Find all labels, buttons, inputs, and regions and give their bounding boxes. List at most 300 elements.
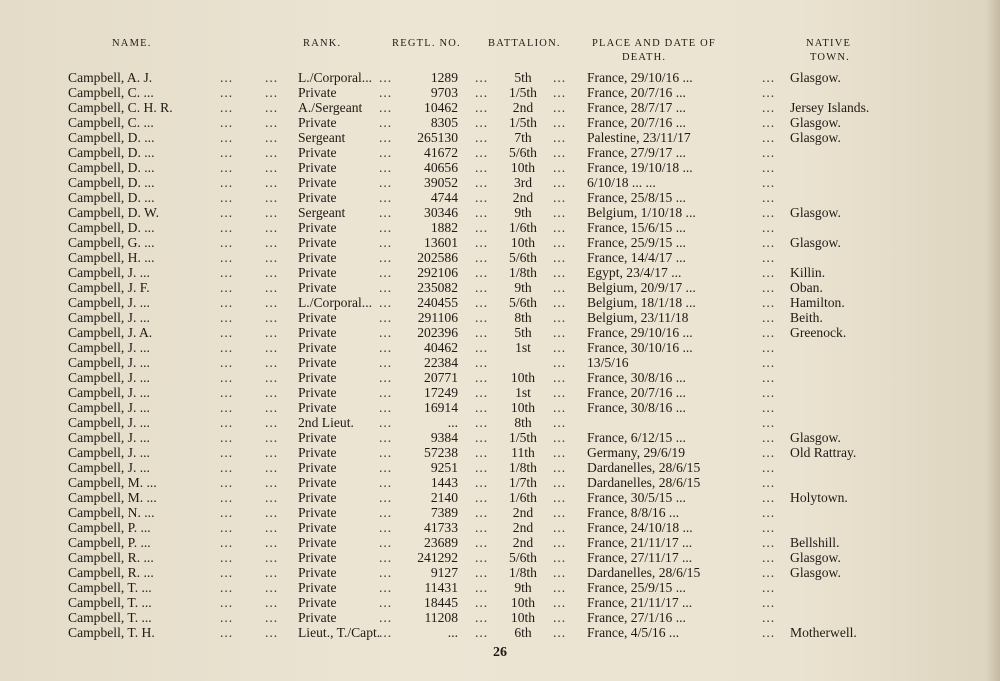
leader-dots: ... <box>265 130 279 145</box>
leader-dots: ... <box>379 355 393 370</box>
entry-battalion: 6th <box>514 625 532 640</box>
leader-dots: ... <box>553 115 567 130</box>
entry-place-date: France, 25/9/15 ... <box>587 235 686 250</box>
entry-battalion: 1/8th <box>509 565 537 580</box>
entry-regtl-no: 292106 <box>417 265 458 280</box>
entry-name: Campbell, T. ... <box>68 610 152 625</box>
entry-place-date: Palestine, 23/11/17 <box>587 130 691 145</box>
leader-dots: ... <box>762 550 776 565</box>
entry-rank: Private <box>298 265 337 280</box>
leader-dots: ... <box>475 580 489 595</box>
leader-dots: ... <box>762 355 776 370</box>
leader-dots: ... <box>475 190 489 205</box>
entry-native-town: Glasgow. <box>790 430 841 445</box>
leader-dots: ... <box>475 370 489 385</box>
entry-rank: Private <box>298 355 337 370</box>
leader-dots: ... <box>265 235 279 250</box>
entry-place-date: France, 30/5/15 ... <box>587 490 686 505</box>
leader-dots: ... <box>220 430 234 445</box>
entry-battalion: 1/8th <box>509 460 537 475</box>
leader-dots: ... <box>553 415 567 430</box>
leader-dots: ... <box>220 535 234 550</box>
entry-name: Campbell, J. ... <box>68 385 150 400</box>
leader-dots: ... <box>379 505 393 520</box>
leader-dots: ... <box>762 415 776 430</box>
leader-dots: ... <box>762 130 776 145</box>
list-item <box>0 145 1000 160</box>
entry-regtl-no: 57238 <box>424 445 458 460</box>
leader-dots: ... <box>553 505 567 520</box>
entry-place-date: France, 30/8/16 ... <box>587 400 686 415</box>
list-item <box>0 430 1000 445</box>
leader-dots: ... <box>220 325 234 340</box>
entry-name: Campbell, D. ... <box>68 220 155 235</box>
entry-native-town: Killin. <box>790 265 826 280</box>
list-item <box>0 160 1000 175</box>
leader-dots: ... <box>475 490 489 505</box>
entry-regtl-no: 7389 <box>430 505 458 520</box>
leader-dots: ... <box>553 460 567 475</box>
leader-dots: ... <box>220 475 234 490</box>
leader-dots: ... <box>220 100 234 115</box>
entry-name: Campbell, J. F. <box>68 280 150 295</box>
leader-dots: ... <box>265 175 279 190</box>
leader-dots: ... <box>762 220 776 235</box>
entry-name: Campbell, J. ... <box>68 355 150 370</box>
leader-dots: ... <box>762 265 776 280</box>
leader-dots: ... <box>265 85 279 100</box>
entry-place-date: France, 21/11/17 ... <box>587 535 693 550</box>
leader-dots: ... <box>762 295 776 310</box>
entry-battalion: 1st <box>515 340 531 355</box>
leader-dots: ... <box>220 505 234 520</box>
entry-place-date: 6/10/18 ... ... <box>587 175 656 190</box>
list-item <box>0 625 1000 640</box>
leader-dots: ... <box>220 190 234 205</box>
entry-name: Campbell, D. ... <box>68 145 155 160</box>
leader-dots: ... <box>220 580 234 595</box>
entry-rank: Private <box>298 325 337 340</box>
list-item <box>0 250 1000 265</box>
leader-dots: ... <box>220 265 234 280</box>
leader-dots: ... <box>220 160 234 175</box>
leader-dots: ... <box>379 325 393 340</box>
entry-name: Campbell, J. ... <box>68 445 150 460</box>
entry-native-town: Glasgow. <box>790 550 841 565</box>
leader-dots: ... <box>265 505 279 520</box>
leader-dots: ... <box>475 625 489 640</box>
leader-dots: ... <box>553 280 567 295</box>
leader-dots: ... <box>475 325 489 340</box>
leader-dots: ... <box>379 430 393 445</box>
leader-dots: ... <box>475 280 489 295</box>
leader-dots: ... <box>265 565 279 580</box>
list-item <box>0 70 1000 85</box>
leader-dots: ... <box>220 625 234 640</box>
leader-dots: ... <box>265 475 279 490</box>
entry-name: Campbell, A. J. <box>68 70 153 85</box>
list-item <box>0 550 1000 565</box>
leader-dots: ... <box>265 445 279 460</box>
entry-name: Campbell, D. ... <box>68 160 155 175</box>
entry-battalion: 10th <box>510 370 536 385</box>
list-item <box>0 280 1000 295</box>
list-item <box>0 235 1000 250</box>
entry-place-date: 13/5/16 <box>587 355 629 370</box>
leader-dots: ... <box>265 625 279 640</box>
leader-dots: ... <box>379 130 393 145</box>
leader-dots: ... <box>220 115 234 130</box>
entry-rank: Private <box>298 430 337 445</box>
leader-dots: ... <box>265 400 279 415</box>
leader-dots: ... <box>553 550 567 565</box>
entry-rank: Private <box>298 610 337 625</box>
entry-regtl-no: 9127 <box>430 565 458 580</box>
leader-dots: ... <box>220 370 234 385</box>
leader-dots: ... <box>762 385 776 400</box>
entry-regtl-no: 40656 <box>424 160 458 175</box>
entry-regtl-no: 16914 <box>424 400 458 415</box>
entry-battalion: 2nd <box>512 190 534 205</box>
leader-dots: ... <box>475 85 489 100</box>
leader-dots: ... <box>379 550 393 565</box>
leader-dots: ... <box>379 370 393 385</box>
header-name: NAME. <box>112 38 152 49</box>
entry-battalion: 10th <box>510 160 536 175</box>
entry-regtl-no: 9251 <box>430 460 458 475</box>
leader-dots: ... <box>265 70 279 85</box>
leader-dots: ... <box>379 235 393 250</box>
entry-rank: Private <box>298 550 337 565</box>
list-item <box>0 310 1000 325</box>
entry-name: Campbell, P. ... <box>68 535 151 550</box>
entry-place-date: Belgium, 18/1/18 ... <box>587 295 696 310</box>
leader-dots: ... <box>762 580 776 595</box>
leader-dots: ... <box>475 475 489 490</box>
leader-dots: ... <box>379 490 393 505</box>
leader-dots: ... <box>220 340 234 355</box>
leader-dots: ... <box>553 430 567 445</box>
header-battalion: BATTALION. <box>488 38 561 49</box>
entry-place-date: France, 25/8/15 ... <box>587 190 686 205</box>
entry-battalion: 7th <box>514 130 532 145</box>
leader-dots: ... <box>265 205 279 220</box>
entry-regtl-no: 41672 <box>424 145 458 160</box>
leader-dots: ... <box>762 475 776 490</box>
leader-dots: ... <box>475 595 489 610</box>
list-item <box>0 115 1000 130</box>
leader-dots: ... <box>265 250 279 265</box>
leader-dots: ... <box>553 100 567 115</box>
list-item <box>0 520 1000 535</box>
list-item <box>0 535 1000 550</box>
casualty-list <box>0 70 1000 640</box>
leader-dots: ... <box>265 325 279 340</box>
leader-dots: ... <box>553 205 567 220</box>
leader-dots: ... <box>265 460 279 475</box>
leader-dots: ... <box>475 550 489 565</box>
leader-dots: ... <box>762 535 776 550</box>
entry-rank: Private <box>298 175 337 190</box>
entry-name: Campbell, J. ... <box>68 370 150 385</box>
entry-battalion: 5/6th <box>509 250 537 265</box>
leader-dots: ... <box>762 460 776 475</box>
entry-battalion: 1/6th <box>509 220 537 235</box>
leader-dots: ... <box>379 580 393 595</box>
leader-dots: ... <box>379 385 393 400</box>
leader-dots: ... <box>553 565 567 580</box>
leader-dots: ... <box>553 385 567 400</box>
entry-regtl-no: 9703 <box>430 85 458 100</box>
entry-regtl-no: 202396 <box>417 325 458 340</box>
entry-name: Campbell, D. ... <box>68 190 155 205</box>
leader-dots: ... <box>553 145 567 160</box>
leader-dots: ... <box>475 430 489 445</box>
entry-regtl-no: 8305 <box>430 115 458 130</box>
leader-dots: ... <box>265 610 279 625</box>
list-item <box>0 460 1000 475</box>
leader-dots: ... <box>475 505 489 520</box>
entry-native-town: Glasgow. <box>790 235 841 250</box>
entry-battalion: 10th <box>510 400 536 415</box>
leader-dots: ... <box>220 610 234 625</box>
leader-dots: ... <box>379 145 393 160</box>
leader-dots: ... <box>220 250 234 265</box>
list-item <box>0 475 1000 490</box>
entry-battalion: 9th <box>514 280 532 295</box>
entry-place-date: Dardanelles, 28/6/15 <box>587 565 701 580</box>
leader-dots: ... <box>475 400 489 415</box>
header-rank: RANK. <box>303 38 342 49</box>
list-item <box>0 265 1000 280</box>
entry-native-town: Glasgow. <box>790 130 841 145</box>
header-native: NATIVE <box>806 38 852 49</box>
list-item <box>0 610 1000 625</box>
entry-rank: Private <box>298 580 337 595</box>
entry-name: Campbell, M. ... <box>68 475 157 490</box>
entry-regtl-no: 39052 <box>424 175 458 190</box>
entry-rank: Private <box>298 385 337 400</box>
list-item <box>0 490 1000 505</box>
entry-native-town: Bellshill. <box>790 535 840 550</box>
leader-dots: ... <box>475 610 489 625</box>
entry-battalion: 5th <box>514 70 532 85</box>
leader-dots: ... <box>762 310 776 325</box>
leader-dots: ... <box>379 115 393 130</box>
leader-dots: ... <box>762 235 776 250</box>
list-item <box>0 595 1000 610</box>
entry-regtl-no: 4744 <box>430 190 458 205</box>
leader-dots: ... <box>762 160 776 175</box>
leader-dots: ... <box>475 385 489 400</box>
leader-dots: ... <box>379 175 393 190</box>
leader-dots: ... <box>220 280 234 295</box>
entry-native-town: Greenock. <box>790 325 847 340</box>
entry-rank: Private <box>298 370 337 385</box>
leader-dots: ... <box>762 70 776 85</box>
leader-dots: ... <box>762 490 776 505</box>
entry-regtl-no: 30346 <box>424 205 458 220</box>
entry-battalion: 3rd <box>513 175 533 190</box>
list-item <box>0 100 1000 115</box>
leader-dots: ... <box>762 280 776 295</box>
entry-place-date: Dardanelles, 28/6/15 <box>587 475 701 490</box>
leader-dots: ... <box>553 250 567 265</box>
leader-dots: ... <box>265 220 279 235</box>
entry-name: Campbell, D. ... <box>68 130 155 145</box>
entry-place-date: Dardanelles, 28/6/15 <box>587 460 701 475</box>
entry-name: Campbell, H. ... <box>68 250 155 265</box>
leader-dots: ... <box>475 340 489 355</box>
leader-dots: ... <box>379 400 393 415</box>
leader-dots: ... <box>265 190 279 205</box>
entry-regtl-no: 17249 <box>424 385 458 400</box>
leader-dots: ... <box>265 340 279 355</box>
entry-rank: Private <box>298 220 337 235</box>
leader-dots: ... <box>379 190 393 205</box>
leader-dots: ... <box>379 280 393 295</box>
entry-regtl-no: ... <box>447 415 458 430</box>
entry-rank: Private <box>298 505 337 520</box>
entry-regtl-no: 22384 <box>424 355 458 370</box>
entry-place-date: Egypt, 23/4/17 ... <box>587 265 682 280</box>
leader-dots: ... <box>265 580 279 595</box>
entry-battalion: 10th <box>510 235 536 250</box>
leader-dots: ... <box>379 295 393 310</box>
entry-regtl-no: 265130 <box>417 130 458 145</box>
entry-battalion: 5/6th <box>509 295 537 310</box>
leader-dots: ... <box>475 565 489 580</box>
entry-native-town: Oban. <box>790 280 823 295</box>
list-item <box>0 370 1000 385</box>
entry-native-town: Holytown. <box>790 490 848 505</box>
leader-dots: ... <box>762 100 776 115</box>
entry-rank: Private <box>298 595 337 610</box>
leader-dots: ... <box>265 265 279 280</box>
leader-dots: ... <box>220 85 234 100</box>
leader-dots: ... <box>379 265 393 280</box>
leader-dots: ... <box>762 610 776 625</box>
leader-dots: ... <box>220 520 234 535</box>
header-death: DEATH. <box>622 52 667 63</box>
leader-dots: ... <box>265 550 279 565</box>
leader-dots: ... <box>762 445 776 460</box>
header-place-date: PLACE AND DATE OF <box>592 38 716 49</box>
entry-name: Campbell, C. ... <box>68 85 154 100</box>
entry-battalion: 1/5th <box>509 430 537 445</box>
entry-name: Campbell, D. W. <box>68 205 160 220</box>
entry-regtl-no: 20771 <box>424 370 458 385</box>
leader-dots: ... <box>553 400 567 415</box>
leader-dots: ... <box>379 535 393 550</box>
leader-dots: ... <box>475 220 489 235</box>
entry-native-town: Hamilton. <box>790 295 845 310</box>
entry-name: Campbell, J. ... <box>68 340 150 355</box>
entry-name: Campbell, C. H. R. <box>68 100 173 115</box>
leader-dots: ... <box>265 385 279 400</box>
entry-place-date: Germany, 29/6/19 <box>587 445 686 460</box>
entry-battalion: 5th <box>514 325 532 340</box>
leader-dots: ... <box>553 580 567 595</box>
leader-dots: ... <box>220 385 234 400</box>
entry-rank: Private <box>298 250 337 265</box>
entry-native-town: Glasgow. <box>790 565 841 580</box>
list-item <box>0 565 1000 580</box>
entry-native-town: Beith. <box>790 310 823 325</box>
entry-regtl-no: 18445 <box>424 595 458 610</box>
entry-regtl-no: 41733 <box>424 520 458 535</box>
leader-dots: ... <box>762 85 776 100</box>
leader-dots: ... <box>553 130 567 145</box>
leader-dots: ... <box>265 595 279 610</box>
page-number: 26 <box>493 645 507 660</box>
leader-dots: ... <box>379 565 393 580</box>
leader-dots: ... <box>379 595 393 610</box>
entry-place-date: France, 14/4/17 ... <box>587 250 686 265</box>
leader-dots: ... <box>220 130 234 145</box>
entry-place-date: France, 29/10/16 ... <box>587 70 693 85</box>
leader-dots: ... <box>553 445 567 460</box>
leader-dots: ... <box>475 445 489 460</box>
entry-battalion: 1/8th <box>509 265 537 280</box>
leader-dots: ... <box>553 490 567 505</box>
list-item <box>0 85 1000 100</box>
entry-battalion: 1/5th <box>509 85 537 100</box>
leader-dots: ... <box>379 625 393 640</box>
leader-dots: ... <box>475 145 489 160</box>
entry-place-date: France, 21/11/17 ... <box>587 595 693 610</box>
entry-rank: Private <box>298 490 337 505</box>
leader-dots: ... <box>553 625 567 640</box>
leader-dots: ... <box>220 145 234 160</box>
leader-dots: ... <box>762 520 776 535</box>
leader-dots: ... <box>265 415 279 430</box>
entry-place-date: France, 19/10/18 ... <box>587 160 693 175</box>
entry-regtl-no: ... <box>447 625 458 640</box>
leader-dots: ... <box>265 280 279 295</box>
entry-battalion: 2nd <box>512 520 534 535</box>
leader-dots: ... <box>553 610 567 625</box>
leader-dots: ... <box>265 370 279 385</box>
leader-dots: ... <box>265 100 279 115</box>
leader-dots: ... <box>220 415 234 430</box>
entry-place-date: France, 6/12/15 ... <box>587 430 686 445</box>
entry-name: Campbell, C. ... <box>68 115 154 130</box>
leader-dots: ... <box>553 355 567 370</box>
entry-name: Campbell, J. ... <box>68 415 150 430</box>
leader-dots: ... <box>220 175 234 190</box>
leader-dots: ... <box>553 340 567 355</box>
list-item <box>0 130 1000 145</box>
entry-place-date: France, 25/9/15 ... <box>587 580 686 595</box>
entry-name: Campbell, T. H. <box>68 625 155 640</box>
list-item <box>0 445 1000 460</box>
leader-dots: ... <box>379 85 393 100</box>
leader-dots: ... <box>762 595 776 610</box>
entry-battalion: 5/6th <box>509 550 537 565</box>
entry-native-town: Jersey Islands. <box>790 100 870 115</box>
leader-dots: ... <box>553 325 567 340</box>
entry-regtl-no: 11208 <box>424 610 458 625</box>
leader-dots: ... <box>475 70 489 85</box>
entry-place-date: Belgium, 20/9/17 ... <box>587 280 696 295</box>
leader-dots: ... <box>762 205 776 220</box>
entry-place-date: France, 29/10/16 ... <box>587 325 693 340</box>
entry-regtl-no: 291106 <box>417 310 458 325</box>
leader-dots: ... <box>265 310 279 325</box>
entry-rank: Private <box>298 460 337 475</box>
leader-dots: ... <box>220 550 234 565</box>
